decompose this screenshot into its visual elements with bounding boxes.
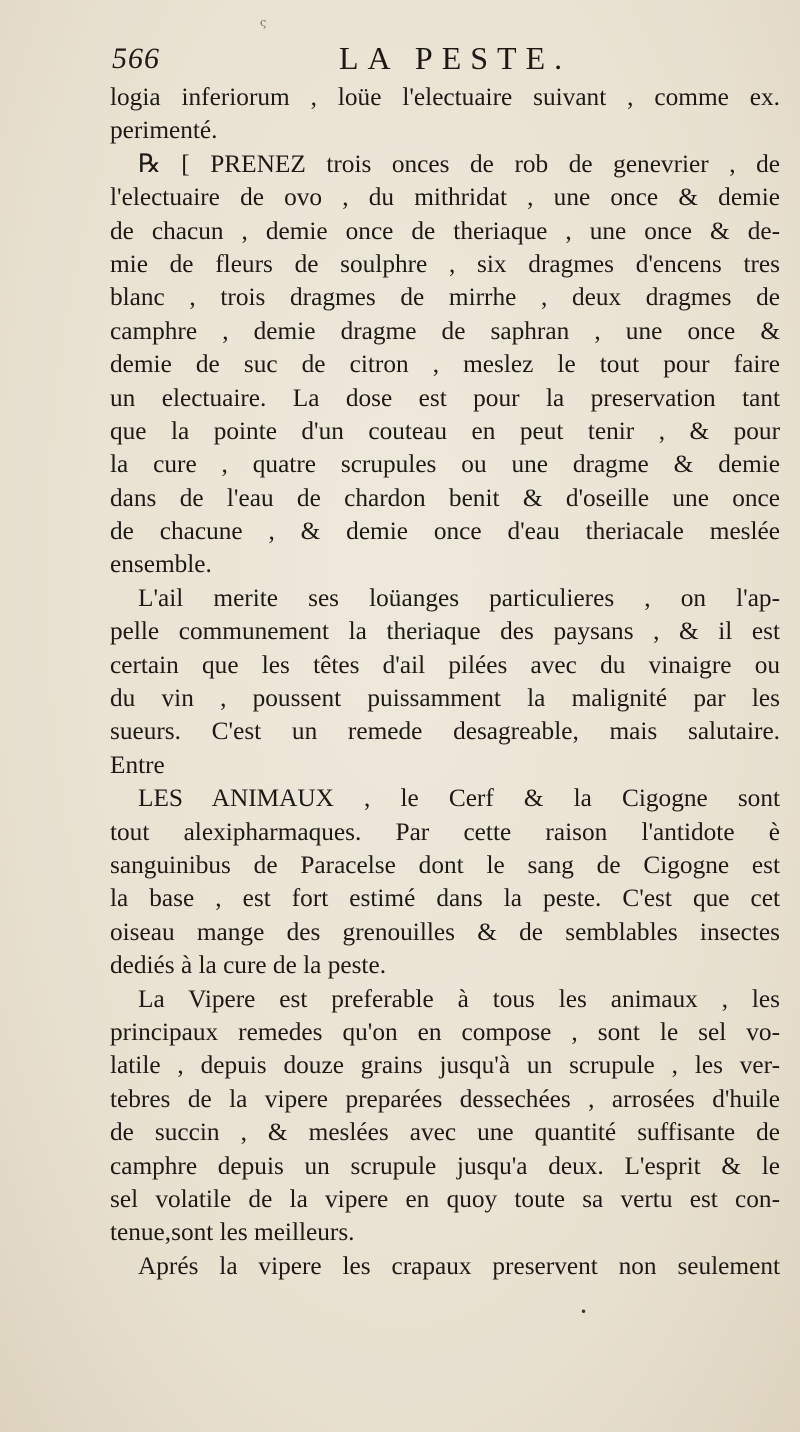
text-line: que la pointe d'un couteau en peut tenir , & pour [110,416,780,445]
text-line: sel volatile de la vipere en quoy toute sa vertu est con- [110,1184,780,1213]
text-line: LES ANIMAUX , le Cerf & la Cigogne sont [138,784,780,813]
text-line: perimenté. [110,116,218,145]
top-mark: ς [260,16,267,29]
running-head: LA PESTE. [339,40,572,76]
text-line: dans de l'eau de chardon benit & d'oseille une once [110,483,780,512]
main-text [110,81,780,1283]
page-header [112,42,712,82]
text-line: demie de suc de citron , meslez le tout pour faire [110,350,780,379]
text-line: un electuaire. La dose est pour la preservation tant [110,383,780,412]
text-line: ℞ [ PRENEZ trois onces de rob de genevrier , de [138,149,780,178]
text-line: blanc , trois dragmes de mirrhe , deux dragmes de [110,283,780,312]
text-line: de chacune , & demie once d'eau theriacale meslée [110,517,780,546]
text-line: de chacun , demie once de theriaque , une once & de- [110,216,780,245]
text-line: pelle communement la theriaque des paysans , & il est [110,617,780,646]
text-line: principaux remedes qu'on en compose , sont le sel vo- [110,1017,780,1046]
bottom-mark: • [580,1305,588,1319]
text-line: la base , est fort estimé dans la peste. C'est que cet [110,884,780,913]
text-line: logia inferiorum , loüe l'electuaire suivant , comme ex. [110,83,780,111]
text-line: tout alexipharmaques. Par cette raison l'antidote è [110,817,780,846]
text-line: camphre depuis un scrupule jusqu'a deux. L'esprit & le [110,1151,780,1180]
text-line: camphre , demie dragme de saphran , une once & [110,316,780,345]
text-line: sueurs. C'est un remede desagreable, mais salutaire. [110,717,780,746]
text-line: la cure , quatre scrupules ou une dragme & demie [110,450,780,479]
text-line: mie de fleurs de soulphre , six dragmes d'encens tres [110,249,780,278]
page-number: 566 [112,42,160,75]
text-line: du vin , poussent puissamment la malignité par les [110,684,780,713]
text-line: latile , depuis douze grains jusqu'à un scrupule , les ver- [110,1051,780,1080]
text-line: tebres de la vipere preparées dessechées , arrosées d'huile [110,1084,780,1113]
text-line: La Vipere est preferable à tous les animaux , les [138,984,780,1013]
text-line: l'electuaire de ovo , du mithridat , une once & demie [110,183,780,212]
text-line: sanguinibus de Paracelse dont le sang de Cigogne est [110,850,780,879]
text-line: Entre [110,750,165,779]
text-line: L'ail merite ses loüanges particulieres , on l'ap- [138,583,780,612]
text-line: certain que les têtes d'ail pilées avec du vinaigre ou [110,650,780,679]
text-line: dediés à la cure de la peste. [110,951,387,980]
text-line: tenue,sont les meilleurs. [110,1218,355,1247]
text-line: Aprés la vipere les crapaux preservent non seulement [138,1251,780,1280]
text-line: ensemble. [110,550,212,579]
text-line: de succin , & meslées avec une quantité suffisante de [110,1118,780,1147]
text-line: oiseau mange des grenouilles & de semblables insectes [110,917,780,946]
